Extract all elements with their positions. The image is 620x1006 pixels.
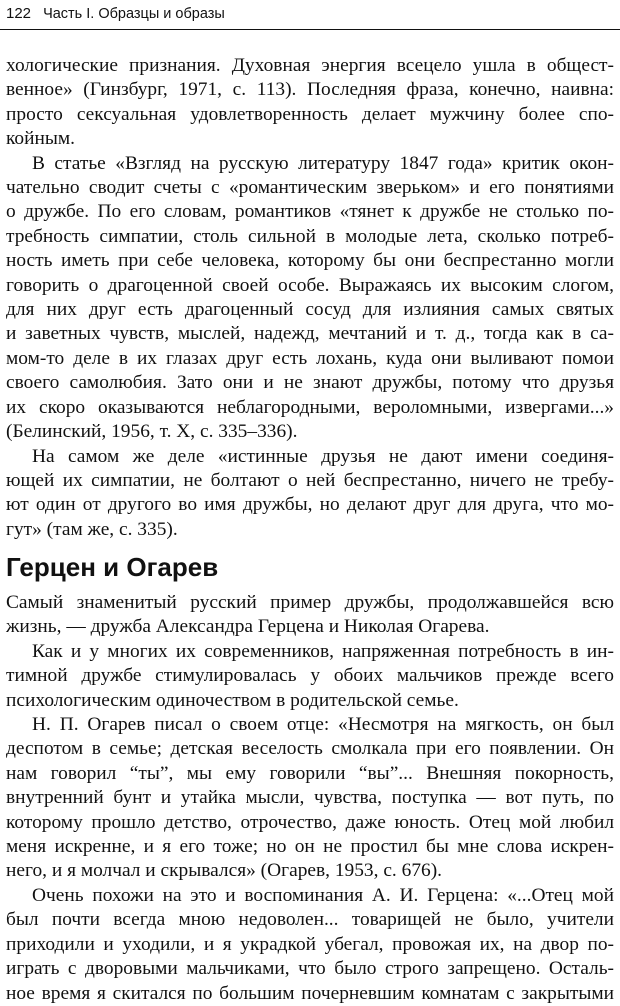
text-line: нам говорил “ты”, мы ему говорили “вы”... Внешняя покорность, <box>6 762 614 784</box>
paragraph <box>6 591 614 640</box>
section-heading: Герцен и Огарев <box>6 552 219 582</box>
text-line: для них друг есть драгоценный сосуд для излияния самых святых <box>6 299 614 321</box>
text-line: психологическим одиночеством в родительской семье. <box>6 689 459 711</box>
text-line: и заветных чувств, мыслей, надежд, мечтаний и т. д., тогда как в са- <box>6 323 614 345</box>
text-line: которому прошло детство, отрочество, даже юность. Отец мой любил <box>6 811 614 833</box>
text-line: тимной дружбе стимулировалась у обоих мальчиков прежде всего <box>6 665 614 687</box>
text-line: Очень похожи на это и воспоминания А. И. Герцена: «...Отец мой <box>32 884 614 906</box>
text-line: играть с дворовыми мальчиками, что было строго запрещено. Осталь- <box>6 958 614 980</box>
text-line: койным. <box>6 128 76 150</box>
text-line: требность симпатии, столь сильной в молодые лета, сколько потреб- <box>6 225 614 247</box>
text-line: их скоро оказываются неблагородными, вероломными, извергами...» <box>6 396 614 418</box>
text-line: ющей их симпатии, не болтают о ней беспрестанно, ничего не требу- <box>6 469 614 491</box>
header-rule <box>0 29 620 30</box>
section-2-text <box>6 591 614 1006</box>
text-line: него, и я молчал и скрывался» (Огарев, 1953, с. 676). <box>6 860 443 882</box>
text-line: деспотом в семье; детская веселость смолкала при его появлении. Он <box>6 738 614 760</box>
text-line: просто сексуальная удовлетворенность делает мужчину более спо- <box>6 103 614 125</box>
paragraph <box>6 152 614 445</box>
text-line: На самом же деле «истинные друзья не дают имени соединя- <box>32 445 614 467</box>
section-1-text <box>6 54 614 542</box>
text-line: внутренний бунт и утайка мысли, чувства, поступка — вот путь, по <box>6 787 614 809</box>
text-line: жизнь, — дружба Александра Герцена и Николая Огарева. <box>6 616 490 638</box>
paragraph <box>6 884 614 1006</box>
text-line: меня искренне, и я его тоже; но он не простил бы мне слова искрен- <box>6 836 614 858</box>
paragraph <box>6 713 614 884</box>
text-line: чательно сводит счеты с «романтическим зверьком» и его понятиями <box>6 177 614 199</box>
text-line: ют один от другого во имя дружбы, но делают друг для друга, что мо- <box>6 494 614 516</box>
text-line: хологические признания. Духовная энергия всецело ушла в общест- <box>6 55 614 76</box>
text-line: мом-то деле в их глазах друг есть лохань, куда они выливают помои <box>6 347 614 369</box>
paragraph <box>6 640 614 713</box>
running-head-title: Часть I. Образцы и образы <box>43 6 225 22</box>
page-number: 122 <box>6 5 32 22</box>
text-line: своего самолюбия. Зато они и не знают дружбы, потому что друзья <box>6 372 614 394</box>
text-line: ность иметь при себе человека, которому бы они беспрестанно могли <box>6 250 614 272</box>
text-line: говорить о драгоценной своей особе. Выражаясь их высоким слогом, <box>6 274 614 296</box>
text-line: гут» (там же, с. 335). <box>6 518 178 540</box>
running-head <box>6 2 614 28</box>
text-line: приходили и уходили, и я украдкой убегал, провожая их, на двор по- <box>6 933 614 955</box>
paragraph <box>6 445 614 543</box>
text-line: о дружбе. По его словам, романтиков «тянет к дружбе не столько по- <box>6 201 614 223</box>
text-line: (Белинский, 1956, т. X, с. 335–336). <box>6 421 298 443</box>
text-line: был почти всегда мною недоволен... товарищей не было, учители <box>6 909 614 931</box>
text-line: венное» (Гинзбург, 1971, с. 113). Последняя фраза, конечно, наивна: <box>6 79 614 101</box>
text-line: Самый знаменитый русский пример дружбы, продолжавшейся всю <box>6 592 614 613</box>
text-line: ное время я скитался по большим почерневшим комнатам с закрытыми <box>6 982 614 1004</box>
paragraph <box>6 54 614 152</box>
text-line: В статье «Взгляд на русскую литературу 1847 года» критик окон- <box>32 152 614 174</box>
text-line: Как и у многих их современников, напряженная потребность в ин- <box>32 640 614 662</box>
text-line: Н. П. Огарев писал о своем отце: «Несмотря на мягкость, он был <box>32 714 614 736</box>
